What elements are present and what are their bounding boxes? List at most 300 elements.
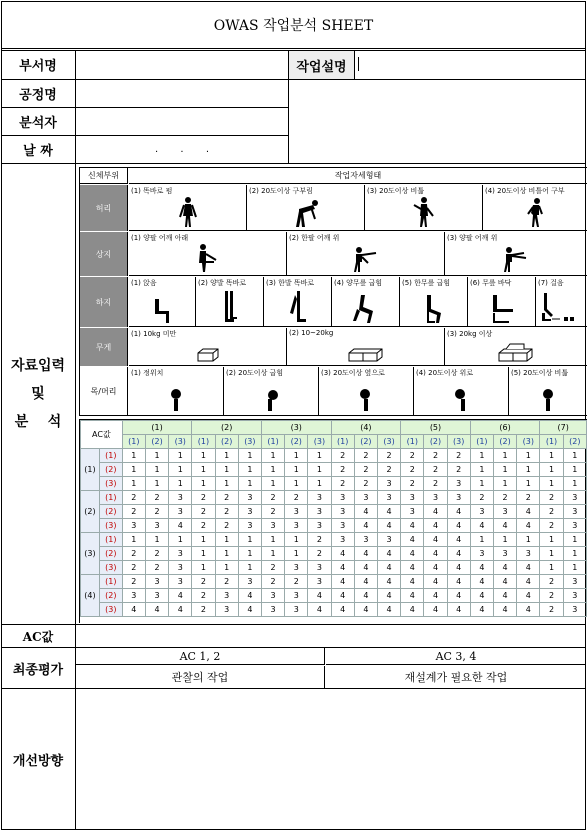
- ac34-header: AC 3, 4: [326, 648, 586, 665]
- ac-table: [80, 420, 587, 617]
- figure-icon: [501, 244, 531, 272]
- ac-cell: 2: [354, 477, 377, 491]
- ac-cell: 4: [354, 561, 377, 575]
- ac-cell: 4: [401, 575, 424, 589]
- ac-cell: 3: [331, 505, 354, 519]
- ac-sub-header: (3): [169, 435, 192, 449]
- ac-cell: 1: [261, 547, 284, 561]
- ac-cell: 4: [377, 505, 400, 519]
- ac-cell: 2: [401, 449, 424, 463]
- ac-sub-header: (3): [377, 435, 400, 449]
- ac-cell: 4: [517, 505, 540, 519]
- ac-cell: 4: [447, 505, 470, 519]
- ac-cell: 4: [424, 603, 447, 617]
- divider: [1, 163, 586, 164]
- ac-cell: 2: [377, 449, 400, 463]
- ac-cell: 3: [563, 603, 586, 617]
- ac12-desc[interactable]: 관찰의 작업: [76, 666, 325, 688]
- ac-row-sub: (3): [99, 603, 122, 617]
- ac-cell: 1: [215, 547, 238, 561]
- ac-cell: 2: [261, 505, 284, 519]
- row-weight: [129, 328, 587, 366]
- posture-neck-2[interactable]: [224, 367, 319, 415]
- ac-cell: 3: [238, 491, 261, 505]
- posture-arms-2[interactable]: [287, 232, 445, 276]
- ac-group-header: (5): [401, 421, 471, 435]
- ac-cell: 4: [354, 505, 377, 519]
- ac-cell: 3: [238, 519, 261, 533]
- ac-cell: 2: [540, 505, 563, 519]
- ac-cell: 1: [563, 561, 586, 575]
- ac-cell: 3: [470, 547, 493, 561]
- ac-cell: 4: [169, 519, 192, 533]
- ac-row-sub: (2): [99, 463, 122, 477]
- figure-icon: [170, 389, 182, 411]
- ac-cell: 2: [540, 519, 563, 533]
- ac-cell: 4: [377, 589, 400, 603]
- ac-cell: 1: [169, 449, 192, 463]
- ac-cell: 3: [424, 491, 447, 505]
- ac-cell: 2: [285, 575, 308, 589]
- ac-cell: 1: [261, 449, 284, 463]
- ac-cell: 4: [424, 575, 447, 589]
- ac-cell: 3: [285, 589, 308, 603]
- ac-group-header: (6): [470, 421, 540, 435]
- ac-cell: 1: [238, 449, 261, 463]
- ac-cell: 2: [354, 449, 377, 463]
- ac-cell: 1: [122, 449, 145, 463]
- ac-cell: 3: [122, 519, 145, 533]
- ac-cell: 3: [377, 533, 400, 547]
- ac-cell: 1: [122, 463, 145, 477]
- ac-cell: 4: [354, 547, 377, 561]
- ac-cell: 4: [377, 603, 400, 617]
- posture-back-1[interactable]: [129, 185, 247, 231]
- figure-icon: [419, 295, 449, 323]
- ac-cell: 4: [517, 519, 540, 533]
- ac-cell: 1: [494, 449, 517, 463]
- ac-cell: 1: [192, 547, 215, 561]
- ac-cell: 3: [308, 505, 331, 519]
- ac-cell: 3: [494, 547, 517, 561]
- row-label-weight: 무게: [80, 328, 128, 366]
- ac-cell: 1: [238, 477, 261, 491]
- posture-legs-1[interactable]: [129, 277, 196, 327]
- ac-cell: 2: [145, 561, 168, 575]
- posture-header-type: 작업자세형태: [129, 168, 587, 184]
- ac-cell: 4: [401, 561, 424, 575]
- ac-cell: 4: [424, 589, 447, 603]
- ac-cell: 2: [192, 589, 215, 603]
- ac-cell: 3: [308, 519, 331, 533]
- ac-cell: 3: [285, 603, 308, 617]
- ac-cell: 1: [540, 533, 563, 547]
- ac-cell: 1: [517, 477, 540, 491]
- ac-cell: 4: [447, 533, 470, 547]
- ac-cell: 3: [285, 519, 308, 533]
- posture-weight-2[interactable]: [287, 328, 445, 366]
- figure-icon: [541, 389, 555, 411]
- ac-cell: 3: [215, 589, 238, 603]
- ac-sub-header: (1): [401, 435, 424, 449]
- ac-cell: 4: [331, 575, 354, 589]
- ac-cell: 4: [447, 561, 470, 575]
- ac-cell: 1: [261, 533, 284, 547]
- ac-cell: 1: [285, 477, 308, 491]
- ac-cell: 1: [192, 449, 215, 463]
- ac-cell: 2: [122, 575, 145, 589]
- ac-cell: 4: [447, 547, 470, 561]
- ac-cell: 2: [122, 491, 145, 505]
- ac-cell: 2: [447, 449, 470, 463]
- ac-sub-header: (1): [331, 435, 354, 449]
- ac-cell: 3: [563, 575, 586, 589]
- posture-header-body: 신체부위: [80, 168, 128, 184]
- ac-cell: 1: [563, 547, 586, 561]
- posture-neck-5[interactable]: [509, 367, 587, 415]
- ac-cell: 4: [494, 603, 517, 617]
- ac-cell: 1: [192, 533, 215, 547]
- ac-cell: 1: [169, 463, 192, 477]
- final-eval-label: 최종평가: [12, 662, 64, 678]
- ac-cell: 1: [238, 533, 261, 547]
- ac-cell: 3: [331, 533, 354, 547]
- ac-cell: 4: [238, 603, 261, 617]
- ac-cell: 2: [192, 603, 215, 617]
- ac-cell: 1: [145, 449, 168, 463]
- ac-cell: 4: [494, 561, 517, 575]
- figure-icon: [287, 291, 309, 323]
- posture-label: (2) 양발 똑바로: [198, 279, 247, 287]
- figure-icon: [176, 197, 200, 227]
- ac-sub-header: (2): [145, 435, 168, 449]
- ac-cell: 4: [377, 519, 400, 533]
- posture-label: (1) 정위치: [131, 369, 164, 377]
- task-desc-label: 작업설명: [289, 51, 355, 79]
- ac-cell: 1: [285, 449, 308, 463]
- row-label-arms: 상지: [80, 232, 128, 276]
- ac-row-sub: (2): [99, 547, 122, 561]
- posture-neck-4[interactable]: [414, 367, 509, 415]
- ac-sub-header: (1): [261, 435, 284, 449]
- posture-arms-1[interactable]: [129, 232, 287, 276]
- ac-cell: 1: [308, 463, 331, 477]
- ac-cell: 1: [563, 449, 586, 463]
- ac-cell: 2: [261, 561, 284, 575]
- ac-cell: 2: [540, 589, 563, 603]
- ac-cell: 3: [401, 491, 424, 505]
- ac-cell: 2: [517, 491, 540, 505]
- posture-legs-7[interactable]: [536, 277, 587, 327]
- posture-neck-1[interactable]: [129, 367, 224, 415]
- ac-row-group: (4): [81, 575, 100, 617]
- ac-cell: 3: [261, 519, 284, 533]
- ac-sub-header: (1): [470, 435, 493, 449]
- ac-cell: 3: [354, 533, 377, 547]
- ac-cell: 1: [215, 533, 238, 547]
- posture-legs-3[interactable]: [264, 277, 332, 327]
- ac-group-header: (2): [192, 421, 262, 435]
- ac-cell: 2: [192, 575, 215, 589]
- posture-legs-4[interactable]: [332, 277, 400, 327]
- ac-cell: 2: [494, 491, 517, 505]
- ac-cell: 1: [540, 463, 563, 477]
- ac-cell: 3: [494, 505, 517, 519]
- ac-cell: 1: [122, 477, 145, 491]
- ac-sub-header: (2): [424, 435, 447, 449]
- ac-cell: 1: [494, 463, 517, 477]
- ac-cell: 4: [401, 603, 424, 617]
- ac-cell: 4: [122, 603, 145, 617]
- ac-cell: 3: [145, 589, 168, 603]
- ac-cell: 3: [563, 589, 586, 603]
- ac-cell: 4: [401, 589, 424, 603]
- ac-table-wrap: [79, 419, 587, 623]
- ac-cell: 2: [192, 505, 215, 519]
- process-field[interactable]: [76, 80, 288, 107]
- ac-cell: 2: [215, 519, 238, 533]
- ac-cell: 2: [447, 463, 470, 477]
- ac-cell: 2: [401, 463, 424, 477]
- posture-back-4[interactable]: [483, 185, 587, 231]
- ac-cell: 4: [377, 575, 400, 589]
- ac-cell: 2: [331, 463, 354, 477]
- ac-cell: 2: [122, 505, 145, 519]
- posture-label: (3) 20kg 이상: [447, 330, 493, 338]
- ac-cell: 4: [470, 589, 493, 603]
- ac-cell: 1: [261, 463, 284, 477]
- ac-cell: 2: [331, 477, 354, 491]
- row-neck: [129, 367, 587, 415]
- ac-cell: 1: [540, 561, 563, 575]
- ac-cell: 3: [563, 519, 586, 533]
- ac-cell: 3: [285, 561, 308, 575]
- ac-cell: 3: [215, 603, 238, 617]
- posture-legs-2[interactable]: [196, 277, 264, 327]
- figure-icon: [264, 389, 278, 411]
- ac-cell: 2: [145, 505, 168, 519]
- ac-sub-header: (2): [215, 435, 238, 449]
- ac-row-sub: (1): [99, 449, 122, 463]
- figure-icon: [359, 389, 373, 411]
- ac34-desc[interactable]: 재설계가 필요한 작업: [404, 671, 508, 684]
- ac-row-sub: (3): [99, 519, 122, 533]
- ac-cell: 4: [494, 589, 517, 603]
- ac-row-group: (1): [81, 449, 100, 491]
- posture-label: (4) 20도이상 비틀어 구부: [485, 187, 565, 195]
- ac-sub-header: (2): [563, 435, 586, 449]
- posture-label: (2) 20도이상 구부림: [249, 187, 313, 195]
- ac-cell: 1: [238, 547, 261, 561]
- posture-back-3[interactable]: [365, 185, 483, 231]
- ac-cell: 1: [285, 547, 308, 561]
- figure-icon: [540, 293, 584, 323]
- ac-cell: 2: [540, 491, 563, 505]
- figure-icon: [411, 197, 437, 227]
- row-label-back: 허리: [80, 185, 128, 231]
- ac-row-sub: (1): [99, 491, 122, 505]
- ac-cell: 1: [215, 477, 238, 491]
- posture-label: (1) 똑바로 펌: [131, 187, 173, 195]
- ac-cell: 3: [308, 561, 331, 575]
- figure-icon: [351, 295, 381, 323]
- ac-cell: 2: [192, 519, 215, 533]
- ac-cell: 4: [424, 561, 447, 575]
- ac-cell: 3: [169, 505, 192, 519]
- box-icon: [498, 342, 534, 362]
- figure-icon: [351, 244, 381, 272]
- posture-legs-6[interactable]: [468, 277, 536, 327]
- ac-sub-header: (3): [447, 435, 470, 449]
- ac-cell: 2: [261, 575, 284, 589]
- posture-label: (4) 20도이상 위로: [416, 369, 474, 377]
- ac-cell: 4: [169, 589, 192, 603]
- ac-cell: 3: [169, 575, 192, 589]
- posture-label: (6) 무릎 바닥: [470, 279, 512, 287]
- ac-cell: 1: [517, 533, 540, 547]
- posture-weight-1[interactable]: [129, 328, 287, 366]
- posture-label: (2) 10~20kg: [289, 329, 334, 337]
- figure-icon: [291, 197, 321, 227]
- figure-icon: [454, 389, 468, 411]
- ac-row-group: (2): [81, 491, 100, 533]
- ac-cell: 4: [354, 589, 377, 603]
- figure-icon: [149, 297, 175, 323]
- box-icon: [197, 348, 219, 362]
- posture-label: (1) 앉음: [131, 279, 157, 287]
- improvement-field[interactable]: [76, 689, 586, 829]
- ac-cell: 4: [517, 575, 540, 589]
- ac-cell: 4: [447, 589, 470, 603]
- ac-row-sub: (1): [99, 533, 122, 547]
- ac-corner: AC값: [81, 421, 123, 449]
- date-field[interactable]: . . .: [154, 144, 210, 155]
- posture-label: (3) 한발 똑바로: [266, 279, 315, 287]
- ac-cell: 2: [192, 491, 215, 505]
- ac-cell: 3: [308, 491, 331, 505]
- figure-icon: [487, 295, 517, 323]
- posture-label: (3) 양팔 어깨 위: [447, 234, 498, 242]
- ac-cell: 1: [470, 533, 493, 547]
- posture-back-2[interactable]: [247, 185, 365, 231]
- posture-weight-3[interactable]: [445, 328, 587, 366]
- ac-value-field[interactable]: [76, 625, 586, 647]
- ac-cell: 3: [447, 491, 470, 505]
- ac-cell: 4: [401, 519, 424, 533]
- ac-cell: 4: [424, 505, 447, 519]
- ac-cell: 1: [494, 533, 517, 547]
- ac-cell: 1: [145, 477, 168, 491]
- ac-cell: 3: [331, 491, 354, 505]
- ac-cell: 2: [540, 603, 563, 617]
- posture-label: (5) 20도이상 비틂: [511, 369, 569, 377]
- ac-group-header: (4): [331, 421, 401, 435]
- ac-cell: 3: [169, 491, 192, 505]
- ac-cell: 2: [215, 491, 238, 505]
- posture-label: (3) 20도이상 옆으로: [321, 369, 385, 377]
- ac-cell: 1: [470, 449, 493, 463]
- ac-cell: 4: [494, 519, 517, 533]
- ac-cell: 2: [215, 505, 238, 519]
- ac-cell: 4: [470, 603, 493, 617]
- row-label-legs: 하지: [80, 277, 128, 327]
- sheet-title: OWAS 작업분석 SHEET: [1, 1, 586, 49]
- ac-row-sub: (3): [99, 561, 122, 575]
- ac-cell: 3: [238, 505, 261, 519]
- ac12-header: AC 1, 2: [76, 648, 325, 665]
- dept-field[interactable]: [76, 51, 288, 79]
- ac-cell: 2: [122, 561, 145, 575]
- ac-cell: 1: [169, 533, 192, 547]
- ac-cell: 4: [424, 519, 447, 533]
- posture-arms-3[interactable]: [445, 232, 587, 276]
- ac-cell: 2: [424, 463, 447, 477]
- ac-cell: 3: [169, 547, 192, 561]
- ac-sub-header: (2): [494, 435, 517, 449]
- ac-sub-header: (1): [540, 435, 563, 449]
- ac-cell: 2: [308, 533, 331, 547]
- ac-group-header: (1): [122, 421, 192, 435]
- ac-cell: 3: [261, 589, 284, 603]
- ac-cell: 1: [563, 533, 586, 547]
- ac-cell: 1: [238, 561, 261, 575]
- ac-cell: 1: [145, 463, 168, 477]
- ac-cell: 3: [377, 477, 400, 491]
- ac-cell: 1: [238, 463, 261, 477]
- improvement-label: 개선방향: [12, 753, 64, 769]
- row-back: [129, 185, 587, 231]
- ac-cell: 1: [494, 477, 517, 491]
- analyst-field[interactable]: [76, 108, 288, 135]
- ac-cell: 4: [517, 561, 540, 575]
- ac-cell: 3: [145, 575, 168, 589]
- ac-sub-header: (1): [192, 435, 215, 449]
- ac-cell: 1: [169, 477, 192, 491]
- ac-cell: 2: [354, 463, 377, 477]
- ac-cell: 1: [563, 477, 586, 491]
- ac-cell: 2: [377, 463, 400, 477]
- ac-cell: 3: [563, 505, 586, 519]
- ac-cell: 1: [540, 547, 563, 561]
- task-desc-field[interactable]: [356, 51, 585, 79]
- ac-cell: 3: [447, 477, 470, 491]
- posture-label: (1) 10kg 미만: [131, 330, 177, 338]
- ac-cell: 3: [261, 603, 284, 617]
- ac-cell: 4: [169, 603, 192, 617]
- ac-cell: 1: [517, 463, 540, 477]
- ac-cell: 3: [122, 589, 145, 603]
- ac-cell: 1: [285, 533, 308, 547]
- ac-cell: 1: [261, 477, 284, 491]
- posture-legs-5[interactable]: [400, 277, 468, 327]
- ac-cell: 4: [517, 603, 540, 617]
- ac-cell: 4: [401, 533, 424, 547]
- ac-row-sub: (2): [99, 505, 122, 519]
- ac-cell: 1: [122, 533, 145, 547]
- ac-group-header: (3): [261, 421, 331, 435]
- ac-cell: 1: [540, 477, 563, 491]
- ac-cell: 3: [308, 575, 331, 589]
- posture-neck-3[interactable]: [319, 367, 414, 415]
- ac-cell: 2: [308, 547, 331, 561]
- ac-cell: 4: [470, 561, 493, 575]
- ac-cell: 2: [145, 491, 168, 505]
- ac-cell: 4: [377, 547, 400, 561]
- ac-cell: 3: [145, 519, 168, 533]
- analyst-label: 분석자: [19, 116, 57, 131]
- ac-cell: 1: [192, 463, 215, 477]
- row-label-neck: 목/머리: [80, 367, 128, 415]
